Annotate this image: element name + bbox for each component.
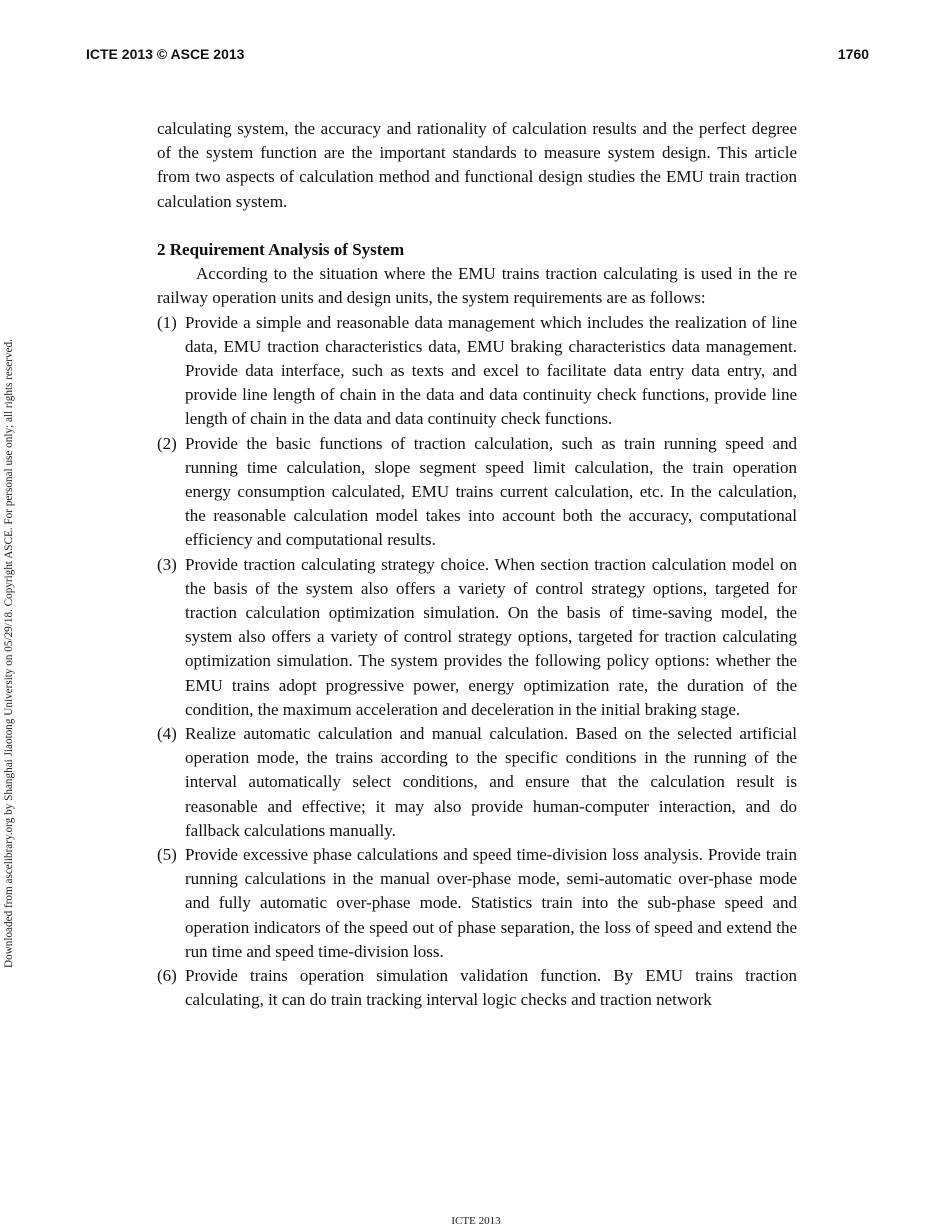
list-item <box>157 432 797 553</box>
list-item-number: (3) <box>157 554 177 574</box>
list-item-text: Realize automatic calculation and manual calculation. Based on the selected artificial operation mode, the trains according to the specific conditions in the running of the interval automatically select conditions, and ensure that the calculation result is reasonable and effective; it may also provide human-computer interaction, and do fallback calculations manually. <box>185 724 797 840</box>
list-item-text: Provide trains operation simulation validation function. By EMU trains traction calculating, it can do train tracking interval logic checks and traction network <box>185 966 797 1010</box>
list-item-number: (1) <box>157 312 177 332</box>
list-item <box>157 964 797 1012</box>
list-item-number: (6) <box>157 966 177 986</box>
download-notice: Downloaded from ascelibrary.org by Shanghai Jiaotong University on 05/29/18. Copyright ASCE. For personal use only; all rights reserved. <box>3 339 15 968</box>
list-item <box>157 311 797 432</box>
page-number: 1760 <box>837 46 869 62</box>
list-item-text: Provide excessive phase calculations and speed time-division loss analysis. Provide train running calculations in the manual over-phase mode, semi-automatic over-phase mode and fully automatic over-phase mode. Statistics train into the sub-phase speed and operation indicators of the speed out of phase separation, the loss of speed and extend the run time and speed time-division loss. <box>185 845 797 961</box>
section-lead-paragraph: According to the situation where the EMU trains traction calculating is used in the re railway operation units and design units, the system requirements are as follows: <box>157 264 797 308</box>
list-item <box>157 843 797 964</box>
header-conference: ICTE 2013 © ASCE 2013 <box>86 46 245 62</box>
list-item-number: (2) <box>157 433 177 453</box>
list-item-text: Provide traction calculating strategy choice. When section traction calculation model on the basis of the system also offers a variety of control strategy options, targeted for traction calculation optimization simulation. On the basis of time-saving model, the system also offers a variety of control strategy options, targeted for traction calculating optimization simulation. The system provides the following policy options: whether the EMU trains adopt progressive power, energy optimization rate, the duration of the condition, the maximum acceleration and deceleration in the initial braking stage. <box>185 554 797 719</box>
main-content <box>157 117 797 1013</box>
intro-paragraph: calculating system, the accuracy and rationality of calculation results and the perfect degree of the system function are the important standards to measure system design. This article from two aspects of calculation method and functional design studies the EMU train traction calculation system. <box>157 119 797 211</box>
list-item-text: Provide a simple and reasonable data management which includes the realization of line data, EMU traction characteristics data, EMU braking characteristics data management. Provide data interface, such as texts and excel to facilitate data entry data entry, and provide line length of chain in the data and data continuity check functions, provide line length of chain in the data and data continuity check functions. <box>185 312 797 429</box>
list-item-number: (4) <box>157 724 177 744</box>
section-heading: 2 Requirement Analysis of System <box>157 240 405 259</box>
list-item <box>157 722 797 843</box>
list-item <box>157 553 797 722</box>
list-item-text: Provide the basic functions of traction calculation, such as train running speed and running time calculation, slope segment speed limit calculation, the train operation energy consumption calculated, EMU trains current calculation, etc. In the calculation, the reasonable calculation model takes into account both the accuracy, computational efficiency and computational results. <box>185 433 797 550</box>
requirements-list <box>157 311 797 1013</box>
list-item-number: (5) <box>157 845 177 865</box>
page-footer: ICTE 2013 <box>451 1215 501 1227</box>
